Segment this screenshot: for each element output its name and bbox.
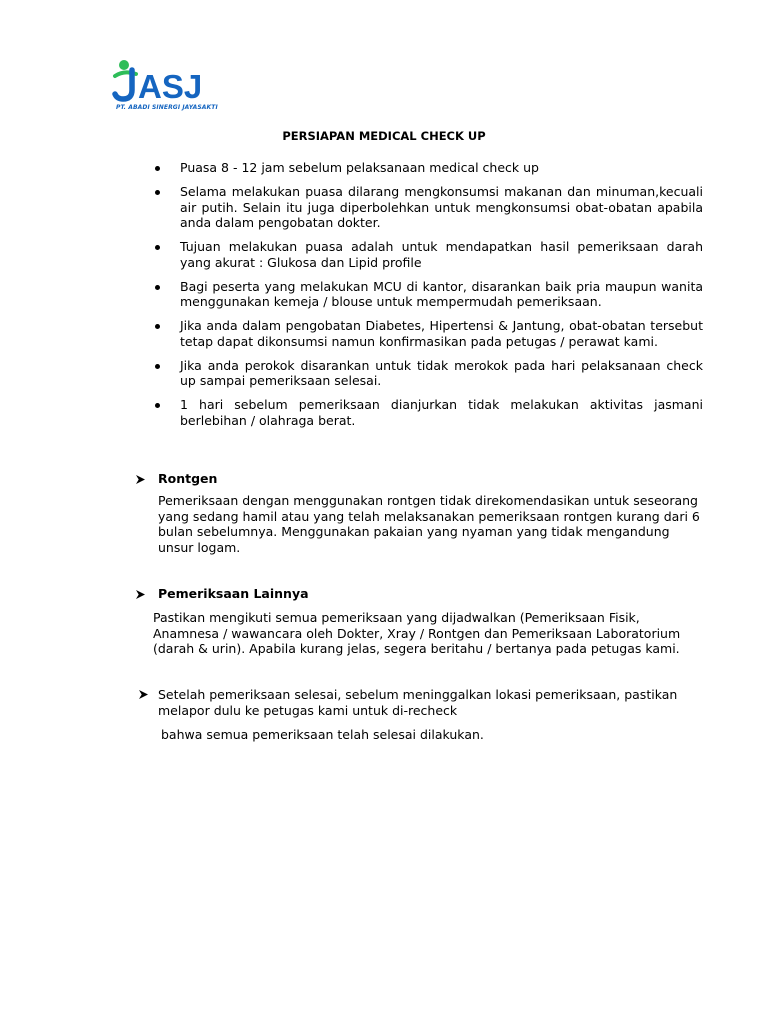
list-item — [155, 358, 703, 389]
arrow-bullet-icon — [136, 590, 145, 599]
list-item-text: Tujuan melakukan puasa adalah untuk mendapatkan hasil pemeriksaan darah yang akurat : Glukosa dan Lipid profile — [180, 239, 703, 270]
rontgen-heading: Rontgen — [158, 471, 218, 486]
lainnya-heading: Pemeriksaan Lainnya — [158, 586, 309, 601]
list-item-text: Selama melakukan puasa dilarang mengkonsumsi makanan dan minuman,kecuali air putih. Selain itu juga diperbolehkan untuk mengkonsumsi obat-obatan apabila anda dalam pengobatan dokter. — [180, 184, 703, 230]
closing-note: bahwa semua pemeriksaan telah selesai dilakukan. — [161, 727, 484, 742]
bullet-icon — [155, 190, 160, 195]
list-item — [155, 184, 703, 231]
bullet-icon — [155, 285, 160, 290]
bullet-icon — [155, 364, 160, 369]
logo-text: ASJ — [138, 68, 203, 104]
list-item — [155, 318, 703, 349]
bullet-icon — [155, 166, 160, 171]
list-item — [155, 279, 703, 310]
arrow-bullet-icon — [136, 475, 145, 484]
bullet-icon — [155, 403, 160, 408]
list-item-text: 1 hari sebelum pemeriksaan dianjurkan tidak melakukan aktivitas jasmani berlebihan / olahraga berat. — [180, 397, 703, 428]
company-logo — [112, 56, 232, 118]
list-item — [155, 239, 703, 270]
bullet-icon — [155, 324, 160, 329]
preparation-list — [155, 160, 703, 437]
asj-logo-mark — [112, 56, 217, 104]
list-item-text: Jika anda perokok disarankan untuk tidak merokok pada hari pelaksanaan check up sampai pemeriksaan selesai. — [180, 357, 703, 388]
rontgen-paragraph: Pemeriksaan dengan menggunakan rontgen tidak direkomendasikan untuk seseorang yang sedang hamil atau yang telah melaksanakan pemeriksaan rontgen kurang dari 6 bulan sebelumnya. Menggunakan pakaian yang nyaman yang tidak mengandung unsur logam. — [158, 493, 700, 555]
arrow-bullet-icon — [139, 690, 148, 699]
closing-paragraph: Setelah pemeriksaan selesai, sebelum meninggalkan lokasi pemeriksaan, pastikan melapor dulu ke petugas kami untuk di-recheck — [158, 687, 678, 718]
lainnya-paragraph: Pastikan mengikuti semua pemeriksaan yang dijadwalkan (Pemeriksaan Fisik, Anamnesa / wawancara oleh Dokter, Xray / Rontgen dan Pemeriksaan Laboratorium (darah & urin). Apabila kurang jelas, segera beritahu / bertanya pada petugas kami. — [153, 610, 681, 656]
list-item — [155, 160, 703, 176]
list-item-text: Puasa 8 - 12 jam sebelum pelaksanaan medical check up — [180, 160, 539, 175]
list-item — [155, 397, 703, 428]
logo-caption: PT. ABADI SINERGI JAYASAKTI — [116, 104, 218, 111]
bullet-icon — [155, 245, 160, 250]
page-title: PERSIAPAN MEDICAL CHECK UP — [282, 129, 486, 143]
list-item-text: Bagi peserta yang melakukan MCU di kantor, disarankan baik pria maupun wanita menggunakan kemeja / blouse untuk mempermudah pemeriksaan. — [180, 278, 703, 309]
list-item-text: Jika anda dalam pengobatan Diabetes, Hipertensi & Jantung, obat-obatan tersebut tetap dapat dikonsumsi namun konfirmasikan pada petugas / perawat kami. — [180, 318, 703, 349]
